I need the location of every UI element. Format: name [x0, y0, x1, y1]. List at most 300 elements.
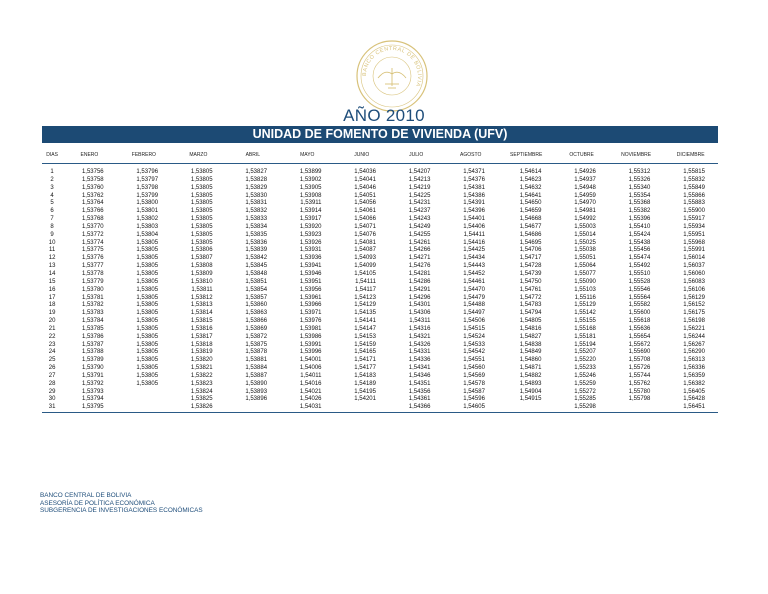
table-row: [42, 224, 718, 232]
ufv-value-cell: 1,54882: [519, 372, 542, 379]
ufv-value-cell: 1,55968: [683, 239, 705, 246]
ufv-value-cell: 1,53807: [190, 255, 213, 262]
ufv-value-cell: 1,54605: [443, 404, 497, 412]
ufv-value-cell: 1,54276: [408, 263, 431, 270]
ufv-value-cell: 1,54036: [354, 169, 376, 175]
ufv-value-cell: 1,55272: [574, 388, 596, 395]
day-number-cell: 19: [48, 310, 56, 317]
ufv-value-cell: 1,53805: [190, 231, 213, 238]
ufv-value-cell: 1,53805: [136, 349, 159, 356]
ufv-value-cell: 1,53787: [81, 341, 104, 348]
ufv-value-cell: 1,54728: [519, 263, 542, 270]
ufv-value-cell: 1,54306: [408, 310, 431, 317]
ufv-value-cell: 1,55220: [574, 357, 596, 364]
ufv-value-cell: 1,53783: [81, 310, 104, 317]
ufv-value-cell: 1,54904: [519, 388, 542, 395]
day-number-cell: 5: [50, 200, 54, 207]
ufv-value-cell: 1,55077: [574, 270, 596, 277]
ufv-value-cell: 1,55103: [574, 286, 596, 293]
ufv-value-cell: 1,54147: [354, 325, 376, 332]
ufv-value-cell: [117, 396, 171, 404]
ufv-value-cell: 1,53831: [245, 200, 268, 207]
ufv-value-cell: 1,54506: [463, 318, 485, 325]
ufv-value-cell: 1,54805: [519, 318, 542, 325]
ufv-value-cell: 1,56267: [683, 341, 705, 348]
ufv-value-cell: 1,53778: [81, 270, 104, 277]
ufv-value-cell: 1,54219: [408, 184, 431, 191]
ufv-value-cell: 1,53801: [136, 208, 159, 215]
ufv-value-cell: 1,53805: [136, 302, 159, 309]
ufv-value-cell: 1,53884: [245, 365, 268, 372]
ufv-value-cell: 1,53764: [81, 200, 104, 207]
ufv-value-cell: 1,54677: [519, 223, 542, 230]
ufv-value-cell: 1,55354: [628, 192, 651, 199]
day-number-cell: 3: [50, 184, 54, 191]
ufv-value-cell: 1,53805: [136, 294, 159, 301]
ufv-value-cell: 1,54596: [463, 396, 485, 403]
ufv-value-cell: 1,53905: [299, 184, 322, 191]
ufv-value-cell: 1,55815: [683, 169, 705, 175]
ufv-value-cell: 1,53812: [190, 294, 213, 301]
ufv-value-cell: 1,54750: [519, 278, 542, 285]
ufv-value-cell: 1,54452: [463, 270, 485, 277]
column-header-month: MAYO: [280, 147, 334, 164]
ufv-value-cell: 1,53805: [136, 341, 159, 348]
column-header-month: DICIEMBRE: [663, 147, 718, 164]
ufv-value-cell: 1,53805: [136, 278, 159, 285]
ufv-value-cell: 1,54623: [519, 176, 542, 183]
table-row: [42, 185, 718, 193]
ufv-value-cell: 1,54061: [354, 208, 376, 215]
day-number-cell: 18: [48, 302, 56, 309]
ufv-value-cell: 1,53805: [190, 169, 213, 175]
ufv-value-cell: 1,54376: [463, 176, 485, 183]
ufv-value-cell: 1,53941: [299, 263, 322, 270]
table-row: [42, 389, 718, 397]
day-number-cell: 20: [48, 318, 56, 325]
ufv-value-cell: 1,55129: [574, 302, 596, 309]
ufv-value-cell: 1,53796: [136, 169, 159, 175]
ufv-value-cell: 1,53805: [136, 380, 159, 387]
ufv-value-cell: 1,55090: [574, 278, 596, 285]
ufv-value-cell: 1,54165: [354, 349, 376, 356]
ufv-value-cell: 1,55780: [628, 388, 651, 395]
ufv-value-cell: 1,54926: [574, 169, 596, 175]
ufv-value-cell: 1,53792: [81, 380, 104, 387]
ufv-value-cell: 1,53951: [299, 278, 322, 285]
table-row: [42, 177, 718, 185]
table-row: [42, 240, 718, 248]
ufv-value-cell: 1,54401: [463, 216, 485, 223]
ufv-value-cell: 1,54071: [354, 223, 376, 230]
ufv-value-cell: 1,54001: [299, 357, 322, 364]
ufv-value-cell: 1,55410: [628, 223, 651, 230]
ufv-value-cell: 1,54051: [354, 192, 376, 199]
ufv-value-cell: 1,55951: [683, 231, 705, 238]
ufv-value-cell: 1,55528: [628, 278, 651, 285]
ufv-value-cell: 1,54524: [463, 333, 485, 340]
ufv-value-cell: 1,54533: [463, 341, 485, 348]
ufv-value-cell: 1,53869: [245, 325, 268, 332]
ufv-value-cell: 1,53799: [136, 192, 159, 199]
ufv-value-cell: 1,53820: [190, 357, 213, 364]
ufv-value-cell: 1,54056: [354, 200, 376, 207]
ufv-value-cell: 1,54326: [408, 341, 431, 348]
ufv-value-cell: 1,54031: [280, 404, 334, 412]
ufv-value-cell: 1,54066: [354, 216, 376, 223]
ufv-value-cell: 1,55744: [628, 372, 651, 379]
ufv-value-cell: 1,54099: [354, 263, 376, 270]
ufv-value-cell: 1,53863: [245, 310, 268, 317]
ufv-value-cell: 1,53805: [190, 239, 213, 246]
ufv-value-cell: 1,53777: [81, 263, 104, 270]
ufv-value-cell: 1,54271: [408, 255, 431, 262]
ufv-value-cell: 1,54406: [463, 223, 485, 230]
ufv-value-cell: 1,53824: [190, 388, 213, 395]
column-header-month: FEBRERO: [117, 147, 171, 164]
day-number-cell: 12: [48, 255, 56, 262]
ufv-value-cell: 1,54569: [463, 372, 485, 379]
ufv-value-cell: 1,54237: [408, 208, 431, 215]
ufv-value-cell: 1,53966: [299, 302, 322, 309]
ufv-value-cell: 1,54159: [354, 341, 376, 348]
ufv-value-cell: 1,54761: [519, 286, 542, 293]
table-body: [42, 169, 718, 413]
ufv-value-cell: 1,54970: [574, 200, 596, 207]
ufv-value-cell: 1,54739: [519, 270, 542, 277]
day-number-cell: 9: [50, 231, 54, 238]
ufv-value-cell: 1,55025: [574, 239, 596, 246]
ufv-value-cell: 1,55654: [628, 333, 651, 340]
ufv-value-cell: 1,56014: [683, 255, 705, 262]
ufv-value-cell: 1,54321: [408, 333, 431, 340]
ufv-value-cell: 1,55510: [628, 270, 651, 277]
ufv-value-cell: 1,54201: [354, 396, 376, 403]
ufv-value-cell: 1,55849: [683, 184, 705, 191]
ufv-value-cell: 1,55064: [574, 263, 596, 270]
ufv-value-cell: 1,55014: [574, 231, 596, 238]
ufv-value-cell: 1,54542: [463, 349, 485, 356]
ufv-value-cell: 1,55618: [628, 318, 651, 325]
ufv-value-cell: 1,53829: [245, 184, 268, 191]
ufv-value-cell: 1,53920: [299, 223, 322, 230]
ufv-value-cell: 1,53893: [245, 388, 268, 395]
ufv-value-cell: 1,53981: [299, 325, 322, 332]
ufv-value-cell: 1,53770: [81, 223, 104, 230]
ufv-value-cell: 1,53866: [245, 318, 268, 325]
table-row: [42, 287, 718, 295]
ufv-value-cell: 1,56152: [683, 302, 705, 309]
column-header-month: MARZO: [171, 147, 225, 164]
ufv-value-cell: 1,53806: [190, 247, 213, 254]
ufv-value-cell: 1,53788: [81, 349, 104, 356]
ufv-value-cell: 1,54021: [299, 388, 322, 395]
column-header-month: ABRIL: [226, 147, 280, 164]
ufv-value-cell: 1,53911: [300, 200, 322, 207]
day-number-cell: 1: [50, 169, 54, 175]
ufv-value-cell: 1,54231: [408, 200, 431, 207]
table-row: [42, 381, 718, 389]
ufv-value-cell: 1,53808: [190, 263, 213, 270]
ufv-value-cell: 1,53834: [245, 223, 268, 230]
ufv-value-cell: 1,53828: [245, 176, 268, 183]
ufv-value-cell: 1,54668: [519, 216, 542, 223]
ufv-value-cell: 1,53818: [190, 341, 213, 348]
ufv-table: [42, 147, 718, 413]
day-number-cell: 14: [48, 270, 56, 277]
ufv-value-cell: 1,54587: [463, 388, 485, 395]
ufv-value-cell: 1,54425: [463, 247, 485, 254]
column-header-month: SEPTIEMBRE: [498, 147, 555, 164]
ufv-value-cell: 1,55051: [574, 255, 596, 262]
table-row: [42, 279, 718, 287]
ufv-value-cell: 1,55798: [628, 396, 651, 403]
ufv-value-cell: 1,54105: [354, 270, 376, 277]
ufv-value-cell: 1,55438: [628, 239, 651, 246]
ufv-value-cell: 1,54396: [463, 208, 485, 215]
ufv-value-cell: 1,54937: [574, 176, 596, 183]
ufv-value-cell: 1,53830: [245, 192, 268, 199]
ufv-value-cell: 1,55142: [574, 310, 596, 317]
ufv-value-cell: 1,53805: [190, 176, 213, 183]
ufv-value-cell: 1,55672: [628, 341, 651, 348]
ufv-value-cell: 1,53805: [136, 263, 159, 270]
ufv-value-cell: 1,55207: [574, 349, 596, 356]
ufv-value-cell: 1,53794: [81, 396, 104, 403]
ufv-value-cell: 1,54391: [463, 200, 485, 207]
table-row: [42, 208, 718, 216]
ufv-value-cell: 1,56129: [683, 294, 705, 301]
ufv-value-cell: 1,54076: [354, 231, 376, 238]
ufv-value-cell: 1,55326: [628, 176, 651, 183]
ufv-value-cell: 1,54081: [354, 239, 376, 246]
ufv-value-cell: 1,53860: [245, 302, 268, 309]
ufv-value-cell: 1,54183: [354, 372, 376, 379]
ufv-value-cell: 1,55181: [574, 333, 596, 340]
ufv-value-cell: 1,53756: [81, 169, 104, 175]
day-number-cell: 17: [48, 294, 56, 301]
ufv-value-cell: 1,54871: [519, 365, 542, 372]
ufv-value-cell: 1,54578: [463, 380, 485, 387]
seal-ring-text: BANCO CENTRAL DE BOLIVIA: [361, 45, 423, 88]
ufv-value-cell: 1,54992: [574, 216, 596, 223]
ufv-value-cell: 1,54381: [463, 184, 485, 191]
ufv-value-cell: 1,54213: [408, 176, 431, 183]
ufv-value-cell: 1,54686: [519, 231, 542, 238]
ufv-value-cell: 1,54123: [354, 294, 376, 301]
ufv-value-cell: 1,54316: [408, 325, 431, 332]
ufv-value-cell: 1,54706: [519, 247, 542, 254]
table-row: [42, 334, 718, 342]
ufv-value-cell: 1,53789: [81, 357, 104, 364]
ufv-value-cell: 1,54356: [408, 388, 431, 395]
ufv-value-cell: 1,53851: [245, 278, 268, 285]
table-row: [42, 349, 718, 357]
ufv-value-cell: 1,53825: [190, 396, 213, 403]
ufv-value-cell: 1,54794: [519, 310, 542, 317]
day-number-cell: 23: [48, 341, 56, 348]
day-number-cell: 29: [48, 388, 56, 395]
ufv-value-cell: 1,56336: [683, 365, 705, 372]
ufv-value-cell: 1,55424: [628, 231, 651, 238]
ufv-value-cell: 1,53795: [62, 404, 116, 412]
ufv-value-cell: 1,53826: [171, 404, 225, 412]
ufv-value-cell: 1,54515: [463, 325, 485, 332]
ufv-value-cell: 1,54207: [408, 169, 431, 175]
ufv-value-cell: 1,53936: [299, 255, 322, 262]
ufv-value-cell: 1,53887: [245, 372, 268, 379]
ufv-value-cell: 1,56037: [683, 263, 705, 270]
ufv-value-cell: 1,53857: [245, 294, 268, 301]
bank-seal-logo: [354, 38, 430, 114]
ufv-value-cell: 1,53875: [245, 341, 268, 348]
ufv-value-cell: 1,56221: [683, 325, 705, 332]
ufv-value-cell: 1,55883: [683, 200, 705, 207]
ufv-value-cell: 1,54111: [355, 278, 376, 285]
ufv-value-cell: 1,55285: [574, 396, 596, 403]
ufv-value-cell: 1,55259: [574, 380, 596, 387]
ufv-value-cell: 1,54695: [519, 239, 542, 246]
ufv-value-cell: 1,53823: [190, 380, 213, 387]
ufv-value-cell: 1,55003: [574, 223, 596, 230]
table-row: [42, 216, 718, 224]
ufv-value-cell: 1,54301: [408, 302, 431, 309]
ufv-value-cell: 1,54632: [519, 184, 542, 191]
ufv-value-cell: 1,53805: [136, 270, 159, 277]
ufv-value-cell: 1,53786: [81, 333, 104, 340]
table-row: [42, 404, 718, 412]
ufv-value-cell: 1,53805: [190, 223, 213, 230]
ufv-value-cell: 1,54838: [519, 341, 542, 348]
ufv-value-cell: 1,55564: [628, 294, 651, 301]
ufv-value-cell: 1,53976: [299, 318, 322, 325]
ufv-value-cell: 1,53971: [299, 310, 322, 317]
ufv-value-cell: 1,56290: [683, 349, 705, 356]
ufv-value-cell: 1,53835: [245, 231, 268, 238]
ufv-value-cell: 1,54286: [408, 278, 431, 285]
ufv-value-cell: [335, 404, 389, 412]
ufv-value-cell: 1,53917: [299, 216, 322, 223]
ufv-value-cell: 1,55991: [683, 247, 705, 254]
table-row: [42, 247, 718, 255]
ufv-value-cell: 1,53878: [245, 349, 268, 356]
ufv-value-cell: 1,55832: [683, 176, 705, 183]
ufv-value-cell: 1,53845: [245, 263, 268, 270]
ufv-value-cell: 1,55396: [628, 216, 651, 223]
ufv-value-cell: 1,55690: [628, 349, 651, 356]
ufv-value-cell: 1,54816: [519, 325, 542, 332]
ufv-value-cell: 1,53819: [190, 349, 213, 356]
ufv-value-cell: 1,53804: [136, 231, 159, 238]
ufv-value-cell: 1,53817: [190, 333, 213, 340]
day-number-cell: 13: [48, 263, 56, 270]
table-row: [42, 263, 718, 271]
day-number-cell: 27: [48, 372, 56, 379]
ufv-value-cell: 1,54261: [408, 239, 431, 246]
ufv-value-cell: 1,54129: [354, 302, 376, 309]
ufv-value-cell: 1,54470: [463, 286, 485, 293]
column-header-month: JUNIO: [335, 147, 389, 164]
ufv-value-cell: 1,56198: [683, 318, 705, 325]
ufv-value-cell: 1,55726: [628, 365, 651, 372]
ufv-value-cell: 1,56405: [683, 388, 705, 395]
ufv-value-cell: [609, 404, 663, 412]
ufv-value-cell: 1,53762: [81, 192, 104, 199]
ufv-value-cell: 1,53805: [136, 333, 159, 340]
ufv-value-cell: 1,54243: [408, 216, 431, 223]
ufv-value-cell: 1,53780: [81, 286, 104, 293]
ufv-value-cell: 1,53809: [190, 270, 213, 277]
ufv-value-cell: 1,54959: [574, 192, 596, 199]
day-number-cell: 24: [48, 349, 56, 356]
year-title: AÑO 2010: [343, 106, 425, 125]
ufv-value-cell: 1,54479: [463, 294, 485, 301]
ufv-value-cell: 1,54849: [519, 349, 542, 356]
ufv-value-cell: 1,54772: [519, 294, 542, 301]
ufv-value-cell: 1,54893: [519, 380, 542, 387]
column-header-month: AGOSTO: [443, 147, 497, 164]
ufv-value-cell: 1,56244: [683, 333, 705, 340]
ufv-value-cell: 1,53854: [245, 286, 268, 293]
ufv-value-cell: 1,55194: [574, 341, 596, 348]
table-row: [42, 326, 718, 334]
ufv-value-cell: 1,55368: [628, 200, 651, 207]
ufv-value-cell: 1,53791: [81, 372, 104, 379]
day-number-cell: 28: [48, 380, 56, 387]
ufv-value-cell: 1,54560: [463, 365, 485, 372]
ufv-value-cell: 1,53775: [81, 247, 104, 254]
ufv-value-cell: 1,56106: [683, 286, 705, 293]
ufv-value-cell: 1,53914: [299, 208, 322, 215]
ufv-value-cell: 1,54016: [299, 380, 322, 387]
footer-line: BANCO CENTRAL DE BOLIVIA: [40, 492, 132, 499]
ufv-value-cell: 1,54311: [409, 318, 431, 325]
ufv-value-cell: 1,54371: [463, 169, 485, 175]
ufv-value-cell: 1,53805: [136, 255, 159, 262]
table-row: [42, 295, 718, 303]
ufv-value-cell: 1,54255: [408, 231, 431, 238]
ufv-value-cell: 1,53902: [299, 176, 322, 183]
ufv-value-cell: 1,53872: [245, 333, 268, 340]
ufv-value-cell: 1,54336: [408, 357, 431, 364]
ufv-value-cell: 1,53931: [299, 247, 322, 254]
ufv-value-cell: 1,55340: [628, 184, 651, 191]
ufv-value-cell: 1,53822: [190, 372, 213, 379]
ufv-value-cell: 1,54266: [408, 247, 431, 254]
ufv-value-cell: 1,55934: [683, 223, 705, 230]
ufv-value-cell: 1,55600: [628, 310, 651, 317]
ufv-value-cell: 1,53805: [190, 208, 213, 215]
ufv-value-cell: 1,53810: [190, 278, 213, 285]
table-row: [42, 193, 718, 201]
ufv-value-cell: 1,55456: [628, 247, 651, 254]
ufv-value-cell: 1,53926: [299, 239, 322, 246]
ufv-value-cell: [117, 389, 171, 397]
day-number-cell: 25: [48, 357, 56, 364]
ufv-value-cell: 1,54135: [354, 310, 376, 317]
table-row: [42, 365, 718, 373]
table-row: [42, 318, 718, 326]
ufv-value-cell: 1,54361: [408, 396, 431, 403]
ufv-value-cell: 1,54249: [408, 223, 431, 230]
ufv-value-cell: 1,53776: [81, 255, 104, 262]
condor-emblem-icon: [378, 68, 406, 88]
ufv-value-cell: 1,53793: [81, 388, 104, 395]
day-number-cell: 8: [50, 223, 54, 230]
day-number-cell: 22: [48, 333, 56, 340]
ufv-value-cell: 1,54117: [354, 286, 376, 293]
ufv-value-cell: 1,53842: [245, 255, 268, 262]
